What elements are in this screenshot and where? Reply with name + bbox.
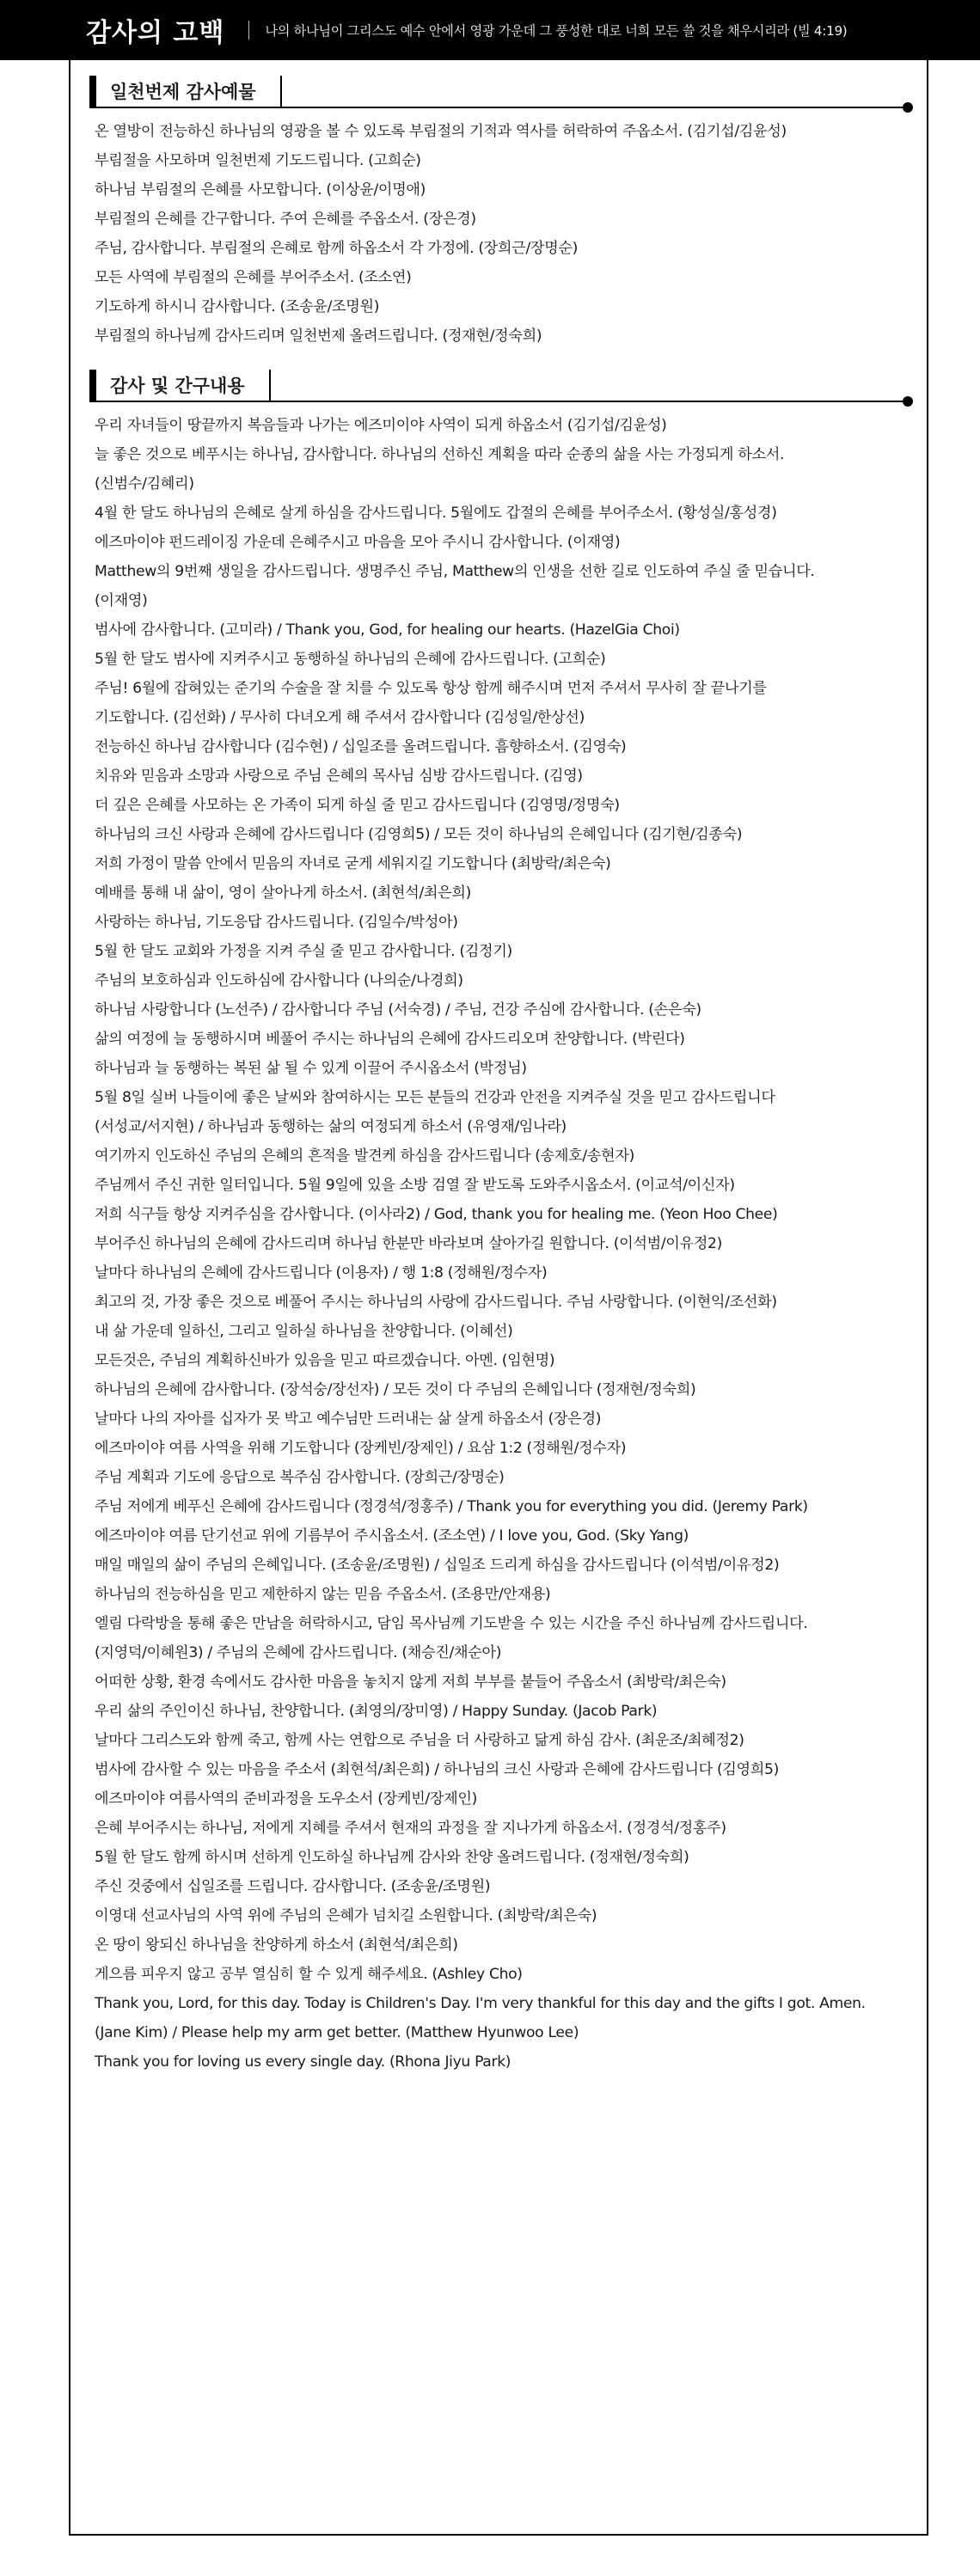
prayer-line: 5월 한 달도 범사에 지켜주시고 동행하실 하나님의 은혜에 감사드립니다. (고희순) [95, 651, 606, 668]
prayer-line: 어떠한 상황, 환경 속에서도 감사한 마음을 놓치지 않게 저희 부부를 붙들어 주옵소서 (최방락/최은숙) [95, 1673, 726, 1691]
prayer-line: 매일 매일의 삶이 주님의 은혜입니다. (조송윤/조명원) / 십일조 드리게 하심을 감사드립니다 (이석범/이유정2) [95, 1557, 780, 1574]
prayer-line: 엘림 다락방을 통해 좋은 만남을 허락하시고, 담임 목사님께 기도받을 수 있는 시간을 주신 하나님께 감사드립니다. [95, 1615, 808, 1632]
page-title: 감사의 고백 [86, 18, 225, 48]
prayer-line: 하나님의 크신 사랑과 은혜에 감사드립니다 (김영희5) / 모든 것이 하나님의 은혜입니다 (김기현/김종숙) [95, 826, 743, 843]
section-header [70, 70, 927, 110]
prayer-line: 하나님의 전능하심을 믿고 제한하지 않는 믿음 주옵소서. (조용만/안재용) [95, 1586, 551, 1603]
section-thanks-petitions [70, 364, 927, 2077]
prayer-line: Thank you, Lord, for this day. Today is Children's Day. I'm very thankful for this day and the gifts I got. Amen. [95, 1995, 866, 2012]
header-verse: 나의 하나님이 그리스도 예수 안에서 영광 가운데 그 풍성한 대로 너희 모든 쓸 것을 채우시리라 (빌 4:19) [265, 22, 848, 39]
content-frame [69, 60, 928, 2536]
prayer-line: 5월 한 달도 함께 하시며 선하게 인도하실 하나님께 감사와 찬양 올려드립니다. (정재현/정숙희) [95, 1849, 689, 1866]
prayer-line: 우리 자녀들이 땅끝까지 복음들과 나가는 에즈미이야 사역이 되게 하옵소서 (김기섭/김윤성) [95, 417, 667, 434]
prayer-line: 주님, 감사합니다. 부림절의 은혜로 함께 하옵소서 각 가정에. (장희근/장명순) [95, 240, 578, 257]
prayer-line: 이영대 선교사님의 사역 위에 주님의 은혜가 넘치길 소원합니다. (최방락/최은숙) [95, 1907, 597, 1924]
prayer-line: 게으름 피우지 않고 공부 열심히 할 수 있게 해주세요. (Ashley Cho) [95, 1966, 523, 1983]
prayer-line: 기도하게 하시니 감사합니다. (조송윤/조명원) [95, 298, 380, 315]
prayer-line: (서성교/서지현) / 하나님과 동행하는 삶의 여정되게 하소서 (유영재/임나라) [95, 1118, 567, 1135]
prayer-list [70, 110, 927, 351]
prayer-line: Thank you for loving us every single day. (Rhona Jiyu Park) [95, 2053, 511, 2071]
prayer-line: 에즈마이야 여름 사역을 위해 기도합니다 (장케빈/장제인) / 요삼 1:2 (정해원/정수자) [95, 1440, 627, 1457]
prayer-line: 주신 것중에서 십일조를 드립니다. 감사합니다. (조송윤/조명원) [95, 1878, 491, 1895]
prayer-line: (신범수/김혜리) [95, 475, 194, 493]
prayer-line: 부림절의 은혜를 간구합니다. 주여 은혜를 주옵소서. (장은경) [95, 211, 476, 228]
prayer-line: 하나님 부림절의 은혜를 사모합니다. (이상윤/이명애) [95, 181, 426, 199]
prayer-line: 4월 한 달도 하나님의 은혜로 살게 하심을 감사드립니다. 5월에도 갑절의 은혜를 부어주소서. (황성실/홍성경) [95, 505, 777, 522]
prayer-line: 범사에 감사합니다. (고미라) / Thank you, God, for healing our hearts. (HazelGia Choi) [95, 621, 680, 639]
prayer-line: 주님! 6월에 잡혀있는 준기의 수술을 잘 치를 수 있도록 항상 함께 해주시며 먼저 주셔서 무사히 잘 끝나기를 [95, 680, 767, 697]
prayer-line: (지영덕/이혜원3) / 주님의 은혜에 감사드립니다. (채승진/채순아) [95, 1644, 502, 1661]
section-rule-dot [903, 102, 913, 113]
prayer-line: 5월 한 달도 교회와 가정을 지켜 주실 줄 믿고 감사합니다. (김정기) [95, 943, 512, 960]
prayer-line: (Jane Kim) / Please help my arm get better. (Matthew Hyunwoo Lee) [95, 2024, 579, 2041]
prayer-line: 에즈마이야 여름 단기선교 위에 기름부어 주시옵소서. (조소연) / I love you, God. (Sky Yang) [95, 1527, 689, 1545]
prayer-line: 늘 좋은 것으로 베푸시는 하나님, 감사합니다. 하나님의 선하신 계획을 따라 순종의 삶을 사는 가정되게 하소서. [95, 446, 785, 463]
prayer-line: 날마다 나의 자아를 십자가 못 박고 예수님만 드러내는 삶 살게 하옵소서 (장은경) [95, 1410, 602, 1428]
prayer-line: 하나님 사랑합니다 (노선주) / 감사합니다 주님 (서숙경) / 주님, 건강 주심에 감사합니다. (손은숙) [95, 1001, 701, 1019]
prayer-line: 저희 식구들 항상 지켜주심을 감사합니다. (이사라2) / God, thank you for healing me. (Yeon Hoo Chee) [95, 1206, 778, 1223]
section-title: 일천번제 감사예물 [89, 76, 282, 108]
prayer-line: 모든 사역에 부림절의 은혜를 부어주소서. (조소연) [95, 269, 412, 286]
prayer-line: 에즈마이야 여름사역의 준비과정을 도우소서 (장케빈/장제인) [95, 1790, 477, 1808]
prayer-line: 치유와 믿음과 소망과 사랑으로 주님 은혜의 목사님 심방 감사드립니다. (김영) [95, 768, 583, 785]
prayer-line: 부림절의 하나님께 감사드리며 일천번제 올려드립니다. (정재현/정숙희) [95, 327, 542, 345]
prayer-line: 내 삶 가운데 일하신, 그리고 일하실 하나님을 찬양합니다. (이혜선) [95, 1323, 513, 1340]
prayer-line: 부림절을 사모하며 일천번제 기도드립니다. (고희순) [95, 152, 421, 169]
page-header [0, 0, 980, 60]
section-title: 감사 및 간구내용 [89, 370, 271, 402]
prayer-line: 주님께서 주신 귀한 일터입니다. 5월 9일에 있을 소방 검열 잘 받도록 도와주시옵소서. (이교석/이신자) [95, 1177, 735, 1194]
prayer-line: 기도합니다. (김선화) / 무사히 다녀오게 해 주셔서 감사합니다 (김성일/한상선) [95, 709, 585, 726]
prayer-line: 최고의 것, 가장 좋은 것으로 베풀어 주시는 하나님의 사랑에 감사드립니다. 주님 사랑합니다. (이현익/조선화) [95, 1294, 777, 1311]
prayer-line: 사랑하는 하나님, 기도응답 감사드립니다. (김일수/박성아) [95, 914, 458, 931]
prayer-line: 예배를 통해 내 삶이, 영이 살아나게 하소서. (최현석/최은희) [95, 884, 471, 902]
section-header [70, 364, 927, 404]
prayer-line: 저희 가정이 말씀 안에서 믿음의 자녀로 굳게 세워지길 기도합니다 (최방락/최은숙) [95, 855, 611, 872]
prayer-line: Matthew의 9번째 생일을 감사드립니다. 생명주신 주님, Matthew의 인생을 선한 길로 인도하여 주실 줄 믿습니다. [95, 563, 815, 580]
prayer-line: 하나님의 은혜에 감사합니다. (장석숭/장선자) / 모든 것이 다 주님의 은혜입니다 (정재현/정숙희) [95, 1381, 696, 1398]
prayer-line: 날마다 그리스도와 함께 죽고, 함께 사는 연합으로 주님을 더 사랑하고 닮게 하심 감사. (최운조/최혜정2) [95, 1732, 744, 1749]
prayer-line: 주님 저에게 베푸신 은혜에 감사드립니다 (정경석/정홍주) / Thank you for everything you did. (Jeremy Park) [95, 1498, 808, 1515]
prayer-line: 하나님과 늘 동행하는 복된 삶 될 수 있게 이끌어 주시옵소서 (박정님) [95, 1060, 527, 1077]
prayer-line: 범사에 감사할 수 있는 마음을 주소서 (최현석/최은희) / 하나님의 크신 사랑과 은혜에 감사드립니다 (김영희5) [95, 1761, 779, 1778]
prayer-line: (이재영) [95, 592, 148, 609]
prayer-line: 온 열방이 전능하신 하나님의 영광을 볼 수 있도록 부림절의 기적과 역사를 허락하여 주옵소서. (김기섭/김윤성) [95, 123, 787, 140]
prayer-line: 삶의 여정에 늘 동행하시며 베풀어 주시는 하나님의 은혜에 감사드리오며 찬양합니다. (박린다) [95, 1031, 685, 1048]
prayer-line: 날마다 하나님의 은혜에 감사드립니다 (이용자) / 행 1:8 (정해원/정수자) [95, 1264, 548, 1282]
prayer-line: 여기까지 인도하신 주님의 은혜의 흔적을 발견케 하심을 감사드립니다 (송제호/송현자) [95, 1147, 634, 1165]
section-offerings [70, 70, 927, 351]
prayer-line: 더 깊은 은혜를 사모하는 온 가족이 되게 하실 줄 믿고 감사드립니다 (김영명/정명숙) [95, 797, 620, 814]
prayer-line: 주님 계획과 기도에 응답으로 복주심 감사합니다. (장희근/장명순) [95, 1469, 505, 1486]
prayer-line: 모든것은, 주님의 계획하신바가 있음을 믿고 따르겠습니다. 아멘. (임현명) [95, 1352, 555, 1369]
header-divider [248, 21, 249, 40]
prayer-line: 은혜 부어주시는 하나님, 저에게 지혜를 주셔서 현재의 과정을 잘 지나가게 하옵소서. (정경석/정홍주) [95, 1820, 726, 1837]
prayer-line: 에즈마이야 펀드레이징 가운데 은혜주시고 마음을 모아 주시니 감사합니다. (이재영) [95, 534, 621, 551]
prayer-line: 전능하신 하나님 감사합니다 (김수현) / 십일조를 올려드립니다. 흠향하소서. (김영숙) [95, 738, 627, 756]
prayer-list [70, 404, 927, 2077]
prayer-line: 5월 8일 실버 나들이에 좋은 날씨와 참여하시는 모든 분들의 건강과 안전을 지켜주실 것을 믿고 감사드립니다 [95, 1089, 775, 1106]
prayer-line: 부어주신 하나님의 은혜에 감사드리며 하나님 한분만 바라보며 살아가길 원합니다. (이석범/이유정2) [95, 1235, 722, 1252]
prayer-line: 온 땅이 왕되신 하나님을 찬양하게 하소서 (최현석/최은희) [95, 1937, 458, 1954]
prayer-line: 주님의 보호하심과 인도하심에 감사합니다 (나의순/나경희) [95, 972, 463, 989]
section-rule-dot [903, 396, 913, 407]
prayer-line: 우리 삶의 주인이신 하나님, 찬양합니다. (최영의/장미영) / Happy Sunday. (Jacob Park) [95, 1703, 658, 1720]
